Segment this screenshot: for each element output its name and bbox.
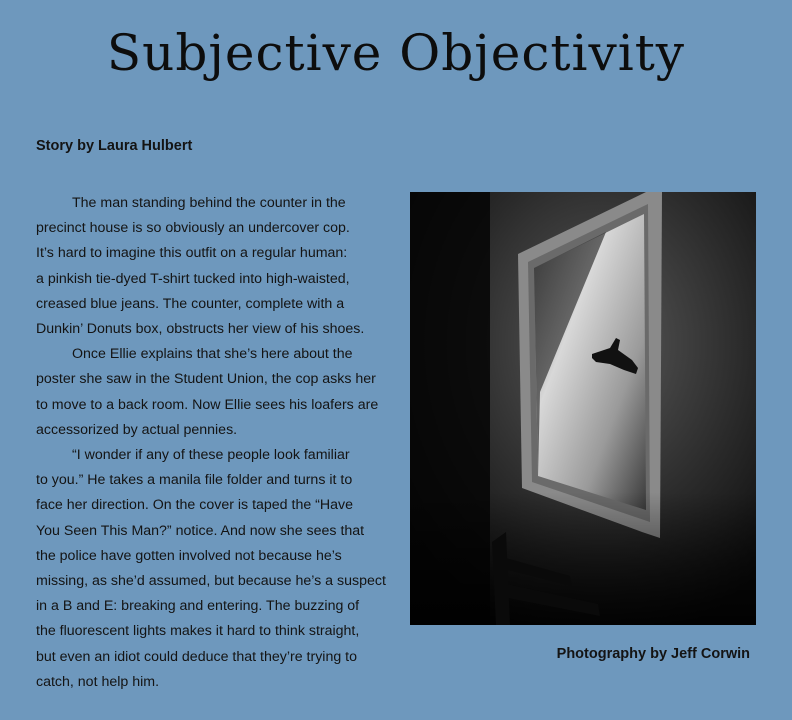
story-line: the fluorescent lights makes it hard to think straight, [36, 623, 360, 640]
story-line: Dunkin’ Donuts box, obstructs her view of his shoes. [36, 321, 365, 338]
story-line: missing, as she’d assumed, but because he’s a suspect [36, 573, 386, 590]
story-line: The man standing behind the counter in the [72, 195, 346, 211]
story-line: precinct house is so obviously an undercover cop. [36, 220, 350, 237]
story-line: a pinkish tie-dyed T-shirt tucked into high-waisted, [36, 270, 350, 287]
page-title: Subjective Objectivity [106, 24, 686, 82]
story-line: but even an idiot could deduce that they’re trying to [36, 648, 358, 665]
story-line: “I wonder if any of these people look familiar [72, 447, 350, 464]
story-line: to you.” He takes a manila file folder and turns it to [36, 472, 353, 489]
story-line: face her direction. On the cover is taped the “Have [36, 497, 354, 514]
story-line: accessorized by actual pennies. [36, 421, 238, 438]
mirror-photograph [410, 192, 756, 625]
story-byline: Story by Laura Hulbert [36, 138, 193, 154]
story-line: creased blue jeans. The counter, complete with a [36, 295, 345, 312]
story-line: You Seen This Man?” notice. And now she sees that [36, 522, 365, 539]
photo-credit: Photography by Jeff Corwin [556, 646, 750, 662]
story-line: Once Ellie explains that she’s here about the [72, 346, 353, 363]
story-text [36, 191, 386, 695]
story-line: in a B and E: breaking and entering. The buzzing of [36, 598, 360, 615]
story-line: catch, not help him. [36, 673, 160, 690]
story-line: to move to a back room. Now Ellie sees his loafers are [36, 396, 379, 413]
story-line: It’s hard to imagine this outfit on a regular human: [36, 245, 348, 262]
story-line: the police have gotten involved not because he’s [36, 547, 342, 564]
story-line: poster she saw in the Student Union, the cop asks her [36, 371, 376, 388]
